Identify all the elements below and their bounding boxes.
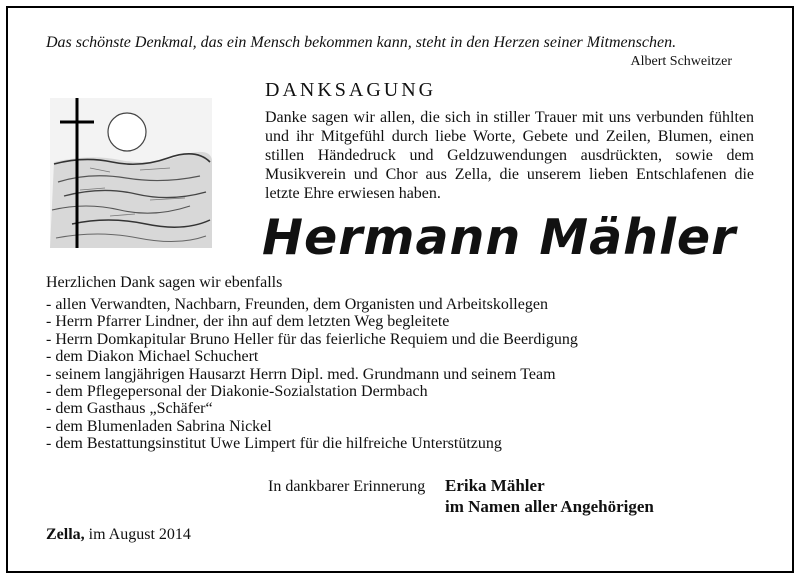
place-town: Zella, bbox=[46, 526, 85, 543]
list-item: - Herrn Pfarrer Lindner, der ihn auf dem letzten Weg begleitete bbox=[46, 313, 450, 331]
list-item: - dem Bestattungsinstitut Uwe Limpert für die hilfreiche Unterstützung bbox=[46, 435, 502, 453]
intro-paragraph: Danke sagen wir allen, die sich in stiller Trauer mit uns verbunden fühlten und ihr Mitgefühl durch liebe Worte, Gebete und Zeilen, Blumen, einen stillen Händedruck und Geldzuwendungen ausdrückten, sowie dem Musikverein und Chor aus Zella, die unserem lieben Entschlafenen die letzte Ehre erwiesen haben. bbox=[265, 109, 754, 202]
list-item: - dem Diakon Michael Schuchert bbox=[46, 348, 259, 366]
page-title: DANKSAGUNG bbox=[265, 79, 437, 101]
signer-note: im Namen aller Angehörigen bbox=[445, 497, 654, 516]
thanks-list bbox=[46, 296, 578, 453]
signer-name: Erika Mähler bbox=[445, 476, 545, 495]
list-item: - seinem langjährigen Hausarzt Herrn Dipl. med. Grundmann und seinem Team bbox=[46, 365, 556, 383]
quote-text: Das schönste Denkmal, das ein Mensch bekommen kann, steht in den Herzen seiner Mitmenschen. bbox=[46, 34, 677, 51]
place-date bbox=[46, 526, 191, 544]
list-item: - dem Pflegepersonal der Diakonie-Sozialstation Dermbach bbox=[46, 383, 428, 401]
place-date-text: im August 2014 bbox=[88, 526, 191, 543]
cross-moon-landscape-image bbox=[50, 98, 212, 248]
thanks-lead: Herzlichen Dank sagen wir ebenfalls bbox=[46, 274, 283, 291]
list-item: - dem Blumenladen Sabrina Nickel bbox=[46, 417, 272, 435]
signer-block bbox=[445, 475, 654, 517]
moon-icon bbox=[108, 113, 146, 151]
list-item: - dem Gasthaus „Schäfer“ bbox=[46, 400, 213, 418]
deceased-name: Hermann Mähler bbox=[262, 209, 737, 266]
list-item: - allen Verwandten, Nachbarn, Freunden, dem Organisten und Arbeitskollegen bbox=[46, 296, 548, 313]
memory-label: In dankbarer Erinnerung bbox=[268, 478, 426, 495]
landscape-shade bbox=[50, 152, 212, 248]
quote-author: Albert Schweitzer bbox=[630, 54, 732, 69]
list-item: - Herrn Domkapitular Bruno Heller für das feierliche Requiem und die Beerdigung bbox=[46, 330, 578, 348]
